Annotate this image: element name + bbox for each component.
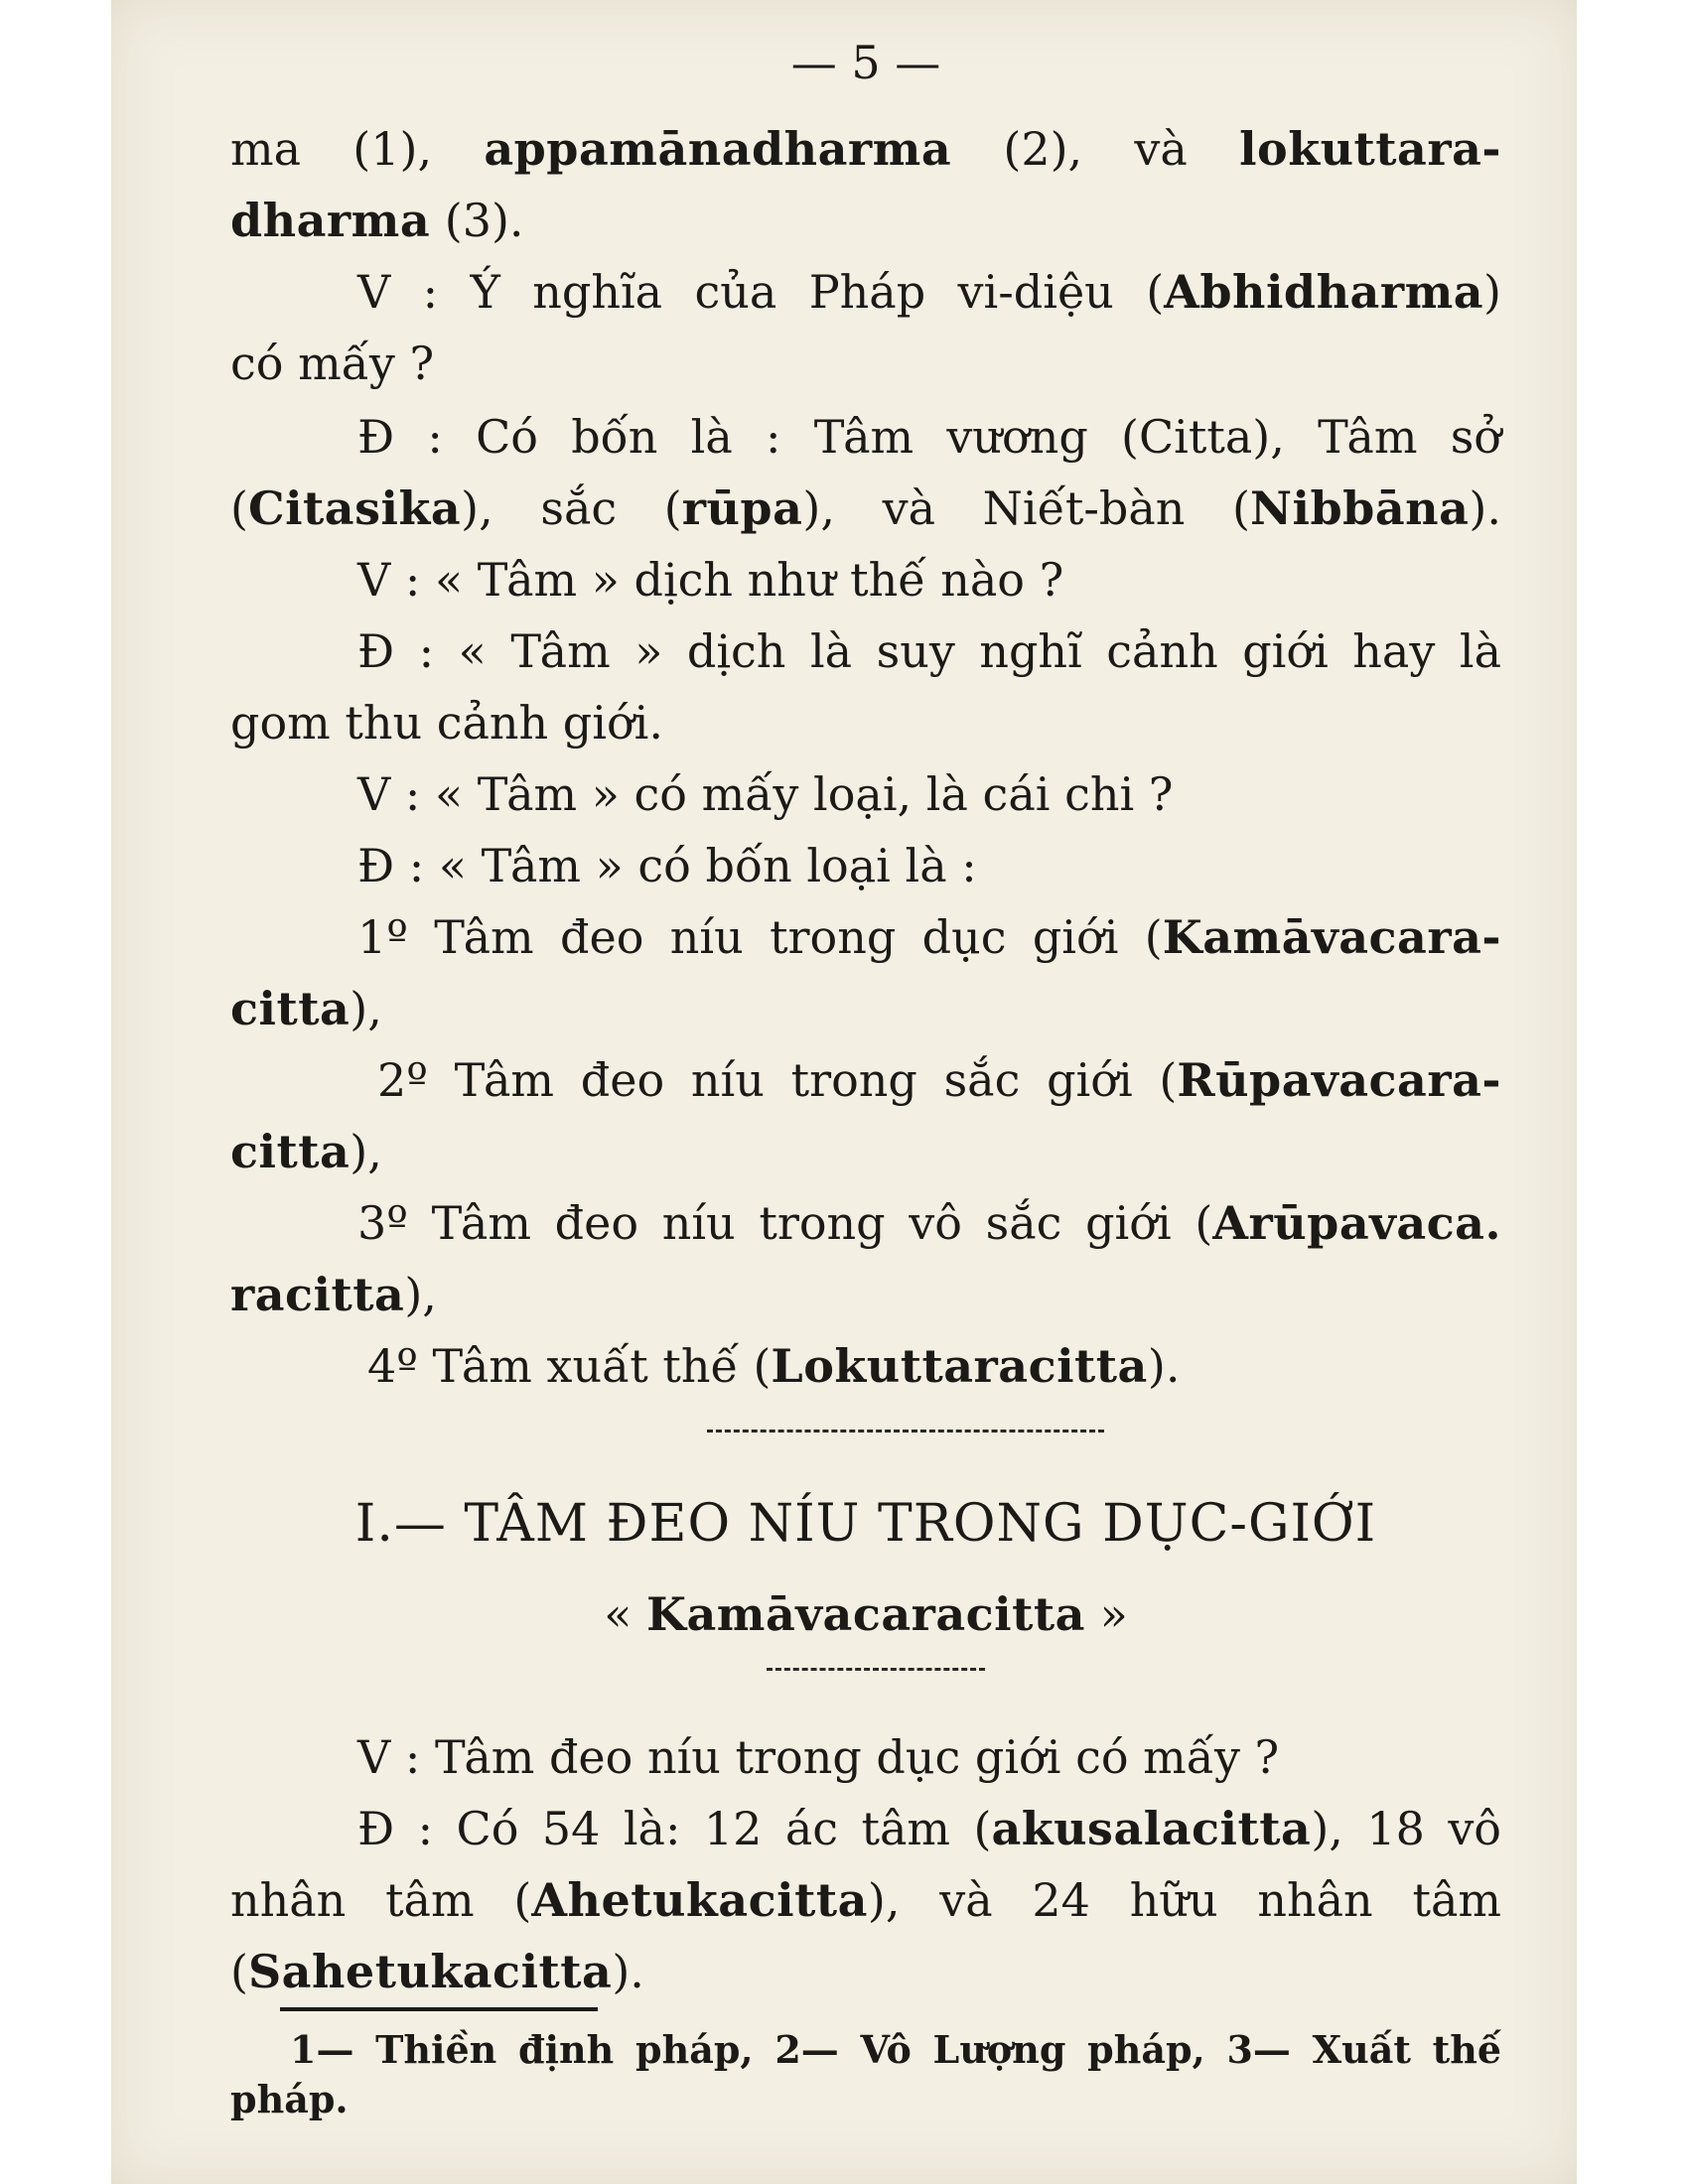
footnote-line: 1— Thiền định pháp, 2— Vô Lượng pháp, 3— Xuất thế xyxy=(290,2027,1501,2072)
text-line: 3º Tâm đeo níu trong vô sắc giới (Arūpavaca. xyxy=(357,1196,1501,1250)
text-line: có mấy ? xyxy=(230,337,435,390)
text-line: Đ : « Tâm » dịch là suy nghĩ cảnh giới hay là xyxy=(357,624,1501,678)
text-line: 4º Tâm xuất thế (Lokuttaracitta). xyxy=(367,1339,1181,1393)
text-line: V : Ý nghĩa của Pháp vi-diệu (Abhidharma) xyxy=(357,265,1501,319)
section-subtitle: « Kamāvacaracitta » xyxy=(604,1587,1128,1641)
text-line: citta), xyxy=(230,1125,382,1178)
text-line: dharma (3). xyxy=(230,194,524,247)
text-line: Đ : Có 54 là: 12 ác tâm (akusalacitta), 18 vô xyxy=(357,1802,1501,1855)
text-line: 1º Tâm đeo níu trong dục giới (Kamāvacara- xyxy=(357,910,1501,964)
footnote-rule xyxy=(280,2007,598,2011)
text-line: 2º Tâm đeo níu trong sắc giới (Rūpavacara- xyxy=(377,1053,1501,1107)
text-line: ma (1), appamānadharma (2), và lokuttara- xyxy=(230,122,1501,176)
subtitle-divider xyxy=(767,1668,985,1671)
text-line: Đ : « Tâm » có bốn loại là : xyxy=(357,839,977,892)
text-line: Đ : Có bốn là : Tâm vương (Citta), Tâm sở xyxy=(357,410,1501,464)
text-line: gom thu cảnh giới. xyxy=(230,696,663,750)
section-divider xyxy=(707,1430,1104,1433)
text-line: (Sahetukacitta). xyxy=(230,1945,644,1998)
text-line: nhân tâm (Ahetukacitta), và 24 hữu nhân tâm xyxy=(230,1873,1501,1927)
footnote-line: pháp. xyxy=(230,2077,349,2121)
text-line: racitta), xyxy=(230,1268,437,1321)
text-line: (Citasika), sắc (rūpa), và Niết-bàn (Nibbāna). xyxy=(230,481,1501,535)
text-line: V : « Tâm » dịch như thế nào ? xyxy=(357,553,1064,607)
text-line: V : Tâm đeo níu trong dục giới có mấy ? xyxy=(357,1730,1280,1784)
text-line: V : « Tâm » có mấy loại, là cái chi ? xyxy=(357,767,1174,821)
text-line: citta), xyxy=(230,982,382,1035)
section-title: I.— TÂM ĐEO NÍU TRONG DỤC-GIỚI xyxy=(354,1494,1377,1554)
page-number: — 5 — xyxy=(790,36,941,89)
book-page xyxy=(111,0,1577,2184)
